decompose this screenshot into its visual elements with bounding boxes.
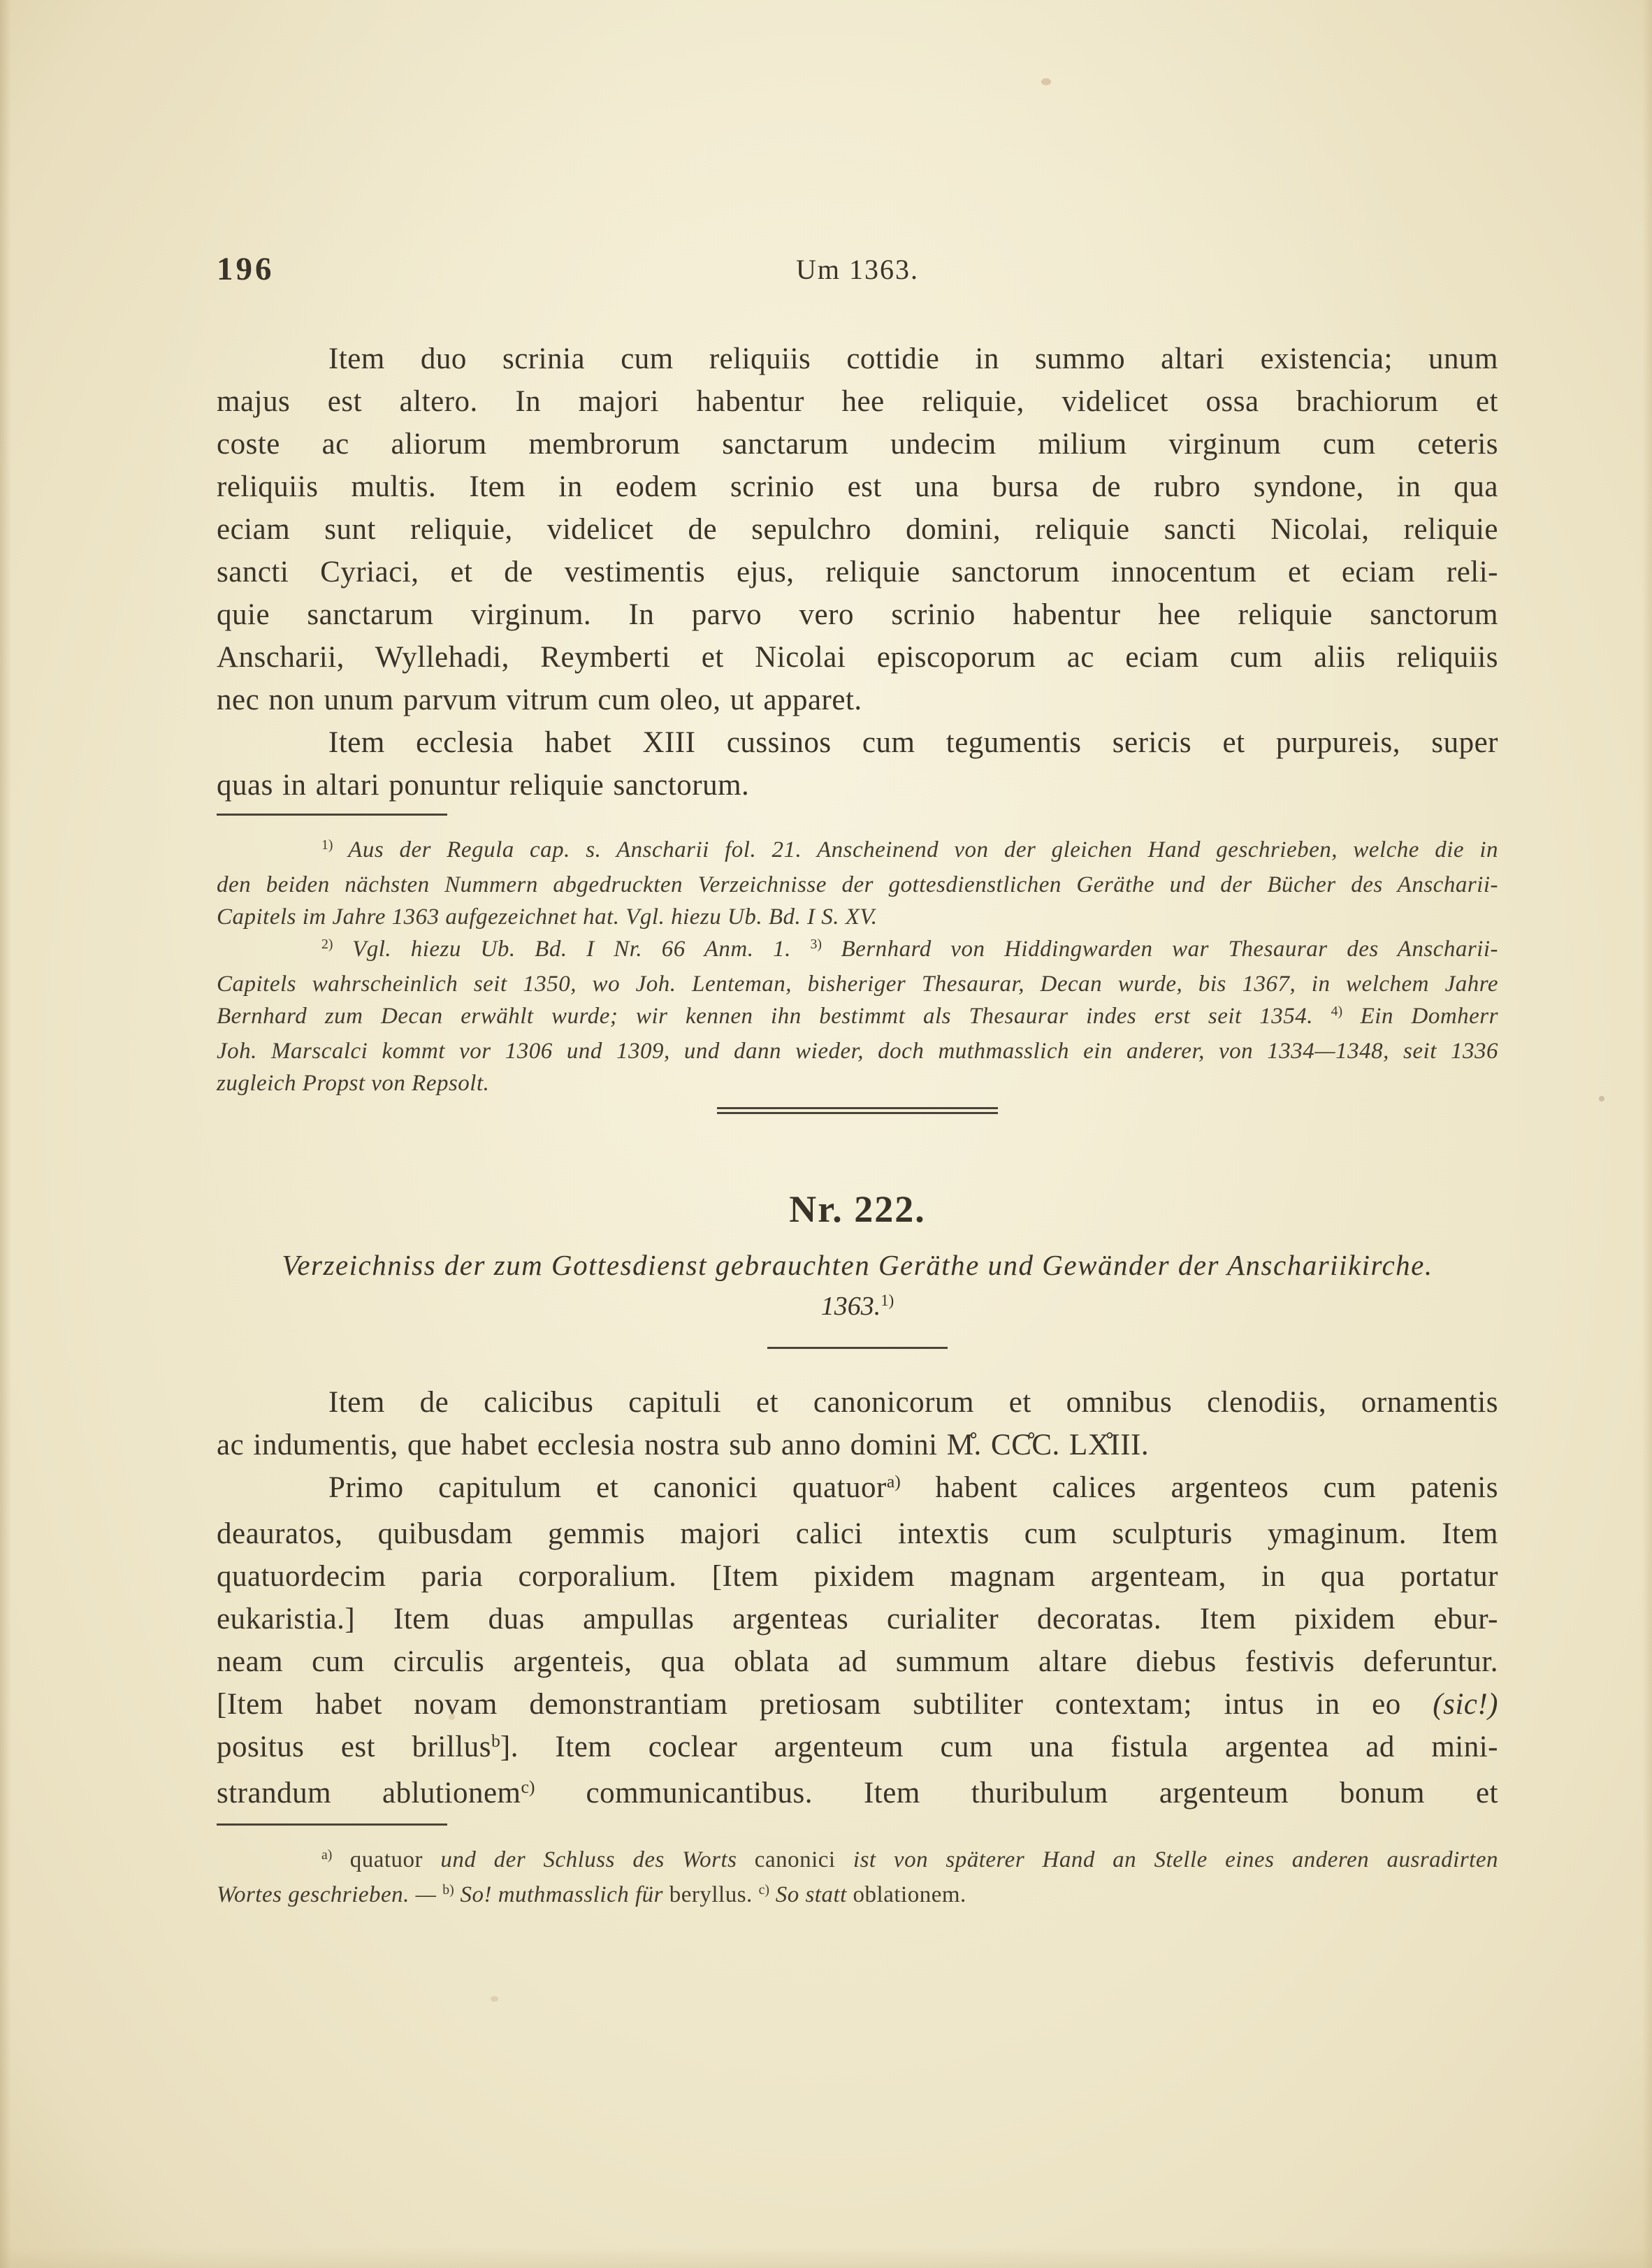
footnote-divider-rule <box>217 814 447 816</box>
entry-date <box>217 1290 1498 1326</box>
text-segment: neam cum circulis argenteis, qua oblata ad summum altare diebus festivis deferuntur. <box>217 1645 1498 1678</box>
text-segment: eciam sunt reliquie, videlicet de sepulchro domini, reliquie sancti Nicolai, reliquie <box>217 513 1498 546</box>
text-segment: [Item habet novam demonstrantiam pretiosam subtiliter contextam; intus in eo <box>217 1688 1433 1721</box>
text-segment: canonici <box>754 1847 853 1872</box>
footnote-marker: 2) <box>321 937 333 953</box>
text-segment: Capitels im Jahre 1363 aufgezeichnet hat. Vgl. hiezu Ub. Bd. I S. XV. <box>217 904 878 930</box>
text-segment: (sic!) <box>1433 1688 1498 1721</box>
text-segment: eukaristia.] Item duas ampullas argenteas curialiter decoratas. Item pixidem ebur- <box>217 1603 1498 1635</box>
text-line <box>217 901 1498 933</box>
text-segment: quatuor <box>332 1847 441 1872</box>
text-segment: Capitels wahrscheinlich seit 1350, wo Joh. Lenteman, bisheriger Thesaurar, Decan wurde, bis 1367, in welchem Jahre <box>217 972 1498 997</box>
text-segment: Aus der Regula cap. s. Anscharii fol. 21. Anscheinend von der gleichen Hand geschrieben, welche die in <box>333 837 1498 862</box>
text-line <box>217 834 1498 869</box>
text-segment: sancti Cyriaci, et de vestimentis ejus, reliquie sanctorum innocentum et eciam reli- <box>217 556 1498 588</box>
text-line <box>217 1067 1498 1099</box>
entry-221 <box>217 338 1498 1099</box>
entry-date-text: 1363. <box>820 1292 881 1321</box>
running-header-title: Um 1363. <box>796 254 919 285</box>
text-line <box>217 1381 1498 1424</box>
text-line <box>217 1879 1498 1914</box>
text-segment: oblationem. <box>853 1882 966 1907</box>
entry-221-footnotes <box>217 834 1498 1099</box>
text-segment: So statt <box>769 1882 853 1907</box>
text-line <box>217 380 1498 423</box>
page-content <box>0 338 1652 1914</box>
page-number: 196 <box>217 251 275 287</box>
text-segment: quas in altari ponuntur reliquie sanctorum. <box>217 769 750 802</box>
text-line <box>217 764 1498 807</box>
footnote-marker: 1) <box>321 837 333 853</box>
text-segment: Joh. Marscalci kommt vor 1306 und 1309, und dann wieder, doch muthmasslich ein anderer, von 1334—1348, seit 1336 <box>217 1039 1498 1064</box>
divider-line <box>717 1107 998 1109</box>
footnote-marker: c) <box>758 1882 769 1898</box>
footnote-marker: a) <box>886 1471 901 1491</box>
text-segment: ac indumentis, que habet ecclesia nostra sub anno domini M̊. CC̊C. LX̊III. <box>217 1429 1150 1461</box>
text-segment: reliquiis multis. Item in eodem scrinio est una bursa de rubro syndone, in qua <box>217 470 1498 503</box>
text-line <box>217 679 1498 721</box>
text-segment: und der Schluss des Worts <box>440 1847 755 1872</box>
text-segment: Item duo scrinia cum reliquiis cottidie in summo altari existencia; unum <box>328 342 1498 375</box>
section-divider <box>717 1107 998 1114</box>
text-segment: Ein Domherr <box>1342 1004 1498 1029</box>
text-segment: ist von späterer Hand an Stelle eines anderen ausradirten <box>853 1847 1498 1872</box>
entry-221-paragraph-2 <box>217 721 1498 807</box>
text-segment: coste ac aliorum membrorum sanctarum undecim milium virginum cum ceteris <box>217 428 1498 461</box>
page-header <box>0 253 1652 287</box>
text-segment: den beiden nächsten Nummern abgedruckten Verzeichnisse der gottesdienstlichen Geräthe und der Bücher des Anscharii- <box>217 872 1498 897</box>
text-segment: Bernhard zum Decan erwählt wurde; wir kennen ihn bestimmt als Thesaurar indes erst seit 1354. <box>217 1004 1331 1029</box>
text-line <box>217 933 1498 968</box>
footnote-marker: b <box>491 1730 500 1751</box>
text-segment: Primo capitulum et canonici quatuor <box>328 1471 887 1504</box>
entry-222-footnotes <box>217 1844 1498 1914</box>
text-line <box>217 1512 1498 1555</box>
text-line <box>217 869 1498 901</box>
footnote-marker: 3) <box>810 937 822 953</box>
text-line <box>217 423 1498 465</box>
text-segment: Bernhard von Hiddingwarden war Thesaurar des Anscharii- <box>821 937 1498 962</box>
entry-222-paragraph-2 <box>217 1466 1498 1818</box>
text-line <box>217 465 1498 508</box>
text-segment: deauratos, quibusdam gemmis majori calici intextis cum sculpturis ymaginum. Item <box>217 1517 1498 1550</box>
paper-speck <box>1041 78 1051 85</box>
text-line <box>217 968 1498 1000</box>
text-line <box>217 721 1498 764</box>
text-segment: nec non unum parvum vitrum cum oleo, ut apparet. <box>217 684 862 716</box>
footnote-marker: 4) <box>1331 1004 1343 1020</box>
text-segment: Anscharii, Wyllehadi, Reymberti et Nicolai episcoporum ac eciam cum aliis reliquiis <box>217 641 1498 674</box>
text-segment: quatuordecim paria corporalium. [Item pixidem magnam argenteam, in qua portatur <box>217 1560 1498 1593</box>
text-segment: Vgl. hiezu Ub. Bd. I Nr. 66 Anm. 1. <box>333 937 811 962</box>
entry-title: Verzeichniss der zum Gottesdienst gebrauchten Geräthe und Gewänder der Anschariikirche. <box>282 1249 1433 1281</box>
footnote-divider-rule <box>217 1823 447 1826</box>
text-line <box>217 1640 1498 1683</box>
footnote-marker: 1) <box>881 1292 894 1310</box>
footnote-marker: a) <box>321 1847 333 1863</box>
text-line <box>217 1844 1498 1879</box>
text-line <box>217 338 1498 380</box>
text-line <box>217 1726 1498 1772</box>
text-segment: Item ecclesia habet XIII cussinos cum tegumentis sericis et purpureis, super <box>328 726 1498 759</box>
text-line <box>217 508 1498 551</box>
text-line <box>217 551 1498 593</box>
title-divider-rule <box>767 1347 948 1349</box>
divider-line <box>717 1112 998 1114</box>
text-segment: positus est brillus <box>217 1731 491 1763</box>
text-line <box>217 593 1498 636</box>
text-line <box>217 1772 1498 1818</box>
text-line <box>217 1424 1498 1466</box>
text-line <box>217 1555 1498 1598</box>
text-segment: habent calices argenteos cum patenis <box>900 1471 1498 1504</box>
text-line <box>217 1598 1498 1640</box>
text-line <box>217 1466 1498 1512</box>
text-segment: majus est altero. In majori habentur hee reliquie, videlicet ossa brachiorum et <box>217 385 1498 418</box>
text-segment: beryllus. <box>669 1882 759 1907</box>
entry-222 <box>217 1188 1498 1914</box>
text-line <box>217 1035 1498 1067</box>
text-segment: zugleich Propst von Repsolt. <box>217 1071 490 1096</box>
text-segment: Wortes geschrieben. — <box>217 1882 443 1907</box>
text-segment: So! muthmasslich für <box>454 1882 669 1907</box>
footnote-marker: b) <box>442 1882 454 1898</box>
text-segment: communicantibus. Item thuribulum argenteum bonum et <box>535 1777 1498 1810</box>
text-segment: strandum ablutionem <box>217 1777 521 1810</box>
entry-222-paragraph-1 <box>217 1381 1498 1466</box>
text-segment: ]. Item coclear argenteum cum una fistula argentea ad mini- <box>500 1731 1499 1763</box>
entry-number-heading: Nr. 222. <box>789 1188 926 1230</box>
text-segment: Item de calicibus capituli et canonicorum et omnibus clenodiis, ornamentis <box>328 1386 1498 1419</box>
text-line <box>217 636 1498 679</box>
text-line <box>217 1683 1498 1726</box>
footnote-marker: c) <box>521 1776 535 1797</box>
paper-speck <box>491 1996 498 2002</box>
text-line <box>217 1000 1498 1035</box>
text-segment: quie sanctarum virginum. In parvo vero scrinio habentur hee reliquie sanctorum <box>217 598 1498 631</box>
entry-221-paragraph-1 <box>217 338 1498 721</box>
